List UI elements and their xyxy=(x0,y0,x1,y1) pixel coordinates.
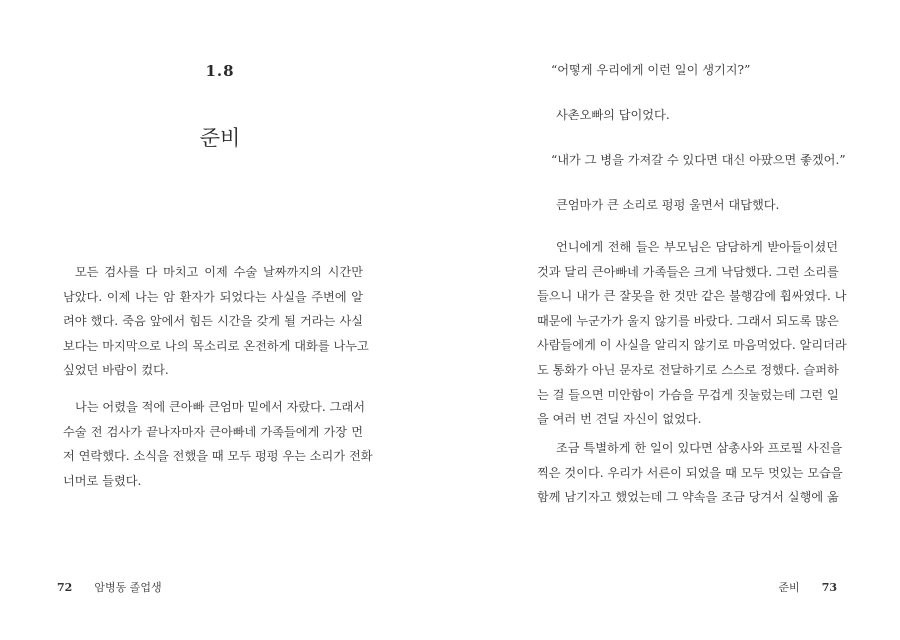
paragraph xyxy=(537,235,847,432)
text-line: 모든 검사를 다 마치고 이제 수술 날짜까지의 시간만 xyxy=(75,265,363,279)
text-line: 함께 남기자고 했었는데 그 약속을 조금 당겨서 실행에 옮 xyxy=(537,490,839,505)
text-line: 찍은 것이다. 우리가 서른이 되었을 때 모두 멋있는 모습을 xyxy=(537,465,843,480)
chapter-title: 준비 xyxy=(199,126,241,150)
text-line: 큰엄마가 큰 소리로 펑펑 울면서 대답했다. xyxy=(556,198,780,212)
page-number: 72 xyxy=(57,581,73,594)
text-line: 도 통화가 아닌 문자로 전달하기로 스스로 정했다. 슬퍼하 xyxy=(537,362,839,377)
text-line: 조금 특별하게 한 일이 있다면 삼총사와 프로필 사진을 xyxy=(556,441,843,455)
paragraph xyxy=(63,260,369,383)
text-line: 들으니 내가 큰 잘못을 한 것만 같은 불행감에 휩싸였다. 나 xyxy=(537,289,847,304)
text-line: 너머로 들렸다. xyxy=(63,473,142,488)
page-number: 73 xyxy=(821,581,837,594)
text-line: 남았다. 이제 나는 암 환자가 되었다는 사실을 주변에 알 xyxy=(63,289,363,304)
text-line: 언니에게 전해 들은 부모님은 담담하게 받아들이셨던 xyxy=(556,240,838,254)
text-line: 는 걸 들으면 미안함이 가슴을 무겁게 짓눌렀는데 그런 일 xyxy=(537,387,839,402)
text-line: 나는 어렸을 적에 큰아빠 큰엄마 밑에서 자랐다. 그래서 xyxy=(75,400,366,414)
paragraph xyxy=(63,395,373,493)
text-line: 보다는 마지막으로 나의 목소리로 온전하게 대화를 나누고 xyxy=(63,338,369,353)
text-line: 려야 했다. 죽음 앞에서 힘든 시간을 갖게 될 거라는 사실 xyxy=(63,314,363,329)
text-line: 사람들에게 이 사실을 알리지 않기로 마음먹었다. 알리더라 xyxy=(537,338,847,353)
text-line: 사촌오빠의 답이었다. xyxy=(556,108,670,122)
text-line: “어떻게 우리에게 이런 일이 생기지?” xyxy=(551,63,751,77)
text-line: 싶었던 바람이 컸다. xyxy=(63,363,169,378)
running-title: 준비 xyxy=(778,581,800,594)
text-line: 을 여러 번 견딜 자신이 없었다. xyxy=(537,412,702,427)
paragraph xyxy=(537,193,838,218)
text-line: 저 연락했다. 소식을 전했을 때 모두 펑펑 우는 소리가 전화 xyxy=(63,449,373,464)
chapter-number: 1.8 xyxy=(205,62,235,80)
text-line: 수술 전 검사가 끝나자마자 큰아빠네 가족들에게 가장 먼 xyxy=(63,424,363,439)
paragraph xyxy=(537,436,843,510)
paragraph xyxy=(537,103,838,128)
page-footer xyxy=(778,579,837,595)
text-line: 때문에 누군가가 울지 않기를 바랐다. 그래서 되도록 많은 xyxy=(537,313,839,328)
running-title: 암병동 졸업생 xyxy=(94,581,162,594)
text-line: “내가 그 병을 가져갈 수 있다면 대신 아팠으면 좋겠어.” xyxy=(551,153,846,167)
paragraph xyxy=(537,148,846,173)
page-footer xyxy=(57,579,162,595)
text-line: 것과 달리 큰아빠네 가족들은 크게 낙담했다. 그런 소리를 xyxy=(537,264,839,279)
paragraph xyxy=(537,58,838,83)
